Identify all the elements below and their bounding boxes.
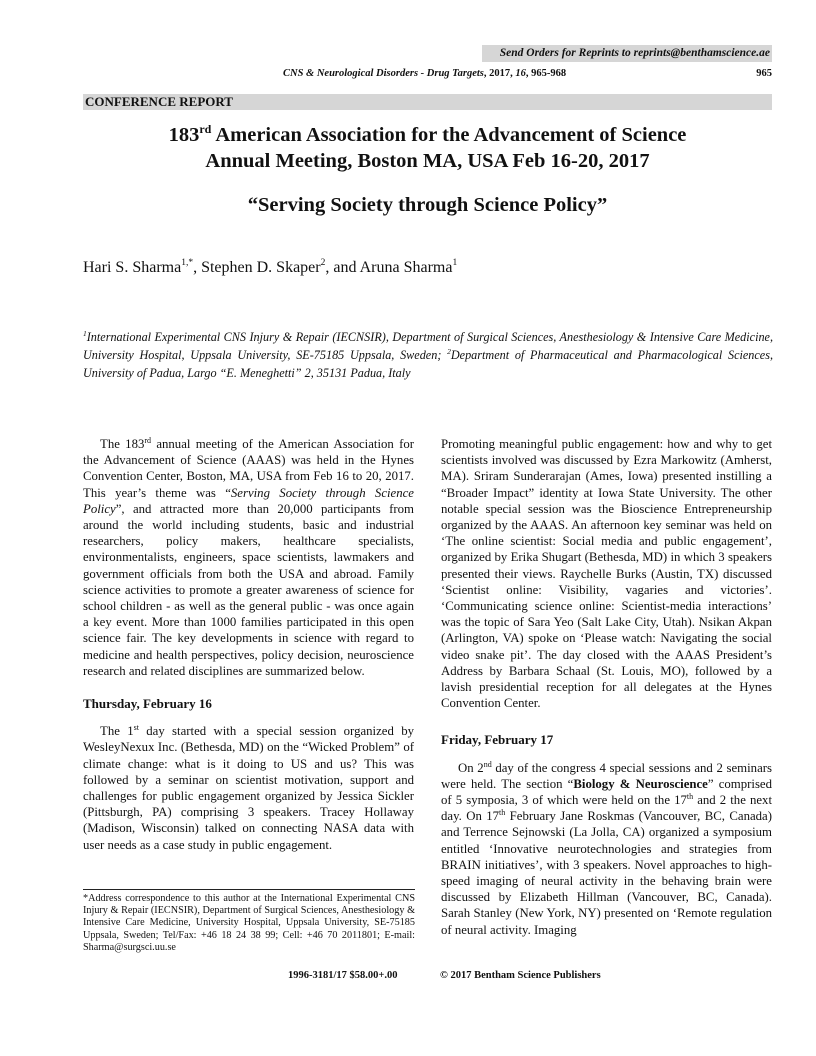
page-footer xyxy=(83,969,772,983)
affiliation-mark: 1 xyxy=(83,329,87,338)
title-ordinal: rd xyxy=(199,122,212,136)
page-number: 965 xyxy=(756,68,772,79)
text-run: and 2 the next day. On 17 xyxy=(441,793,772,824)
affiliation-mark: 2 xyxy=(447,347,451,356)
author-separator: , xyxy=(193,259,202,276)
text-run: ”, and attracted more than 20,000 participants from around the world including students, basic and industrial researchers, policy makers, healthcare specialists, environmentalists, engineers, space scientists, lawmakers and government officials from both the USA and abroad. Family science activities to promote a greater awareness of science for school children - as well as the general public - was once again a key event. More than 1000 families participated in this open science fair. The key developments in science with regard to medicine and health perspectives, policy decision, neuroscience research and related disciplines are summarized below. xyxy=(83,501,414,678)
copyright: © 2017 Bentham Science Publishers xyxy=(440,970,601,981)
left-column xyxy=(83,436,414,853)
author-name: Hari S. Sharma xyxy=(83,259,182,276)
continued-paragraph: Promoting meaningful public engagement: how and why to get scientists involved was discussed by Ezra Markowitz (Amherst, MA). Sriram Sunderarajan (Ames, Iowa) presented instilling a “Broader Impact” identity at Iowa State University. The other notable special session was the Bioscience Entrepreneurship organized by the AAAS. An afternoon key seminar was held on ‘The online scientist: Social media and public engagement’, organized by Erika Shugart (Bethesda, MD) in which 3 speakers presented their views. Raychelle Burks (Austin, TX) discussed ‘Scientist online: Visibility, vagaries and victories’. ‘Communicating science online: Scientist-media interactions’ was the topic of Sara Yeo (Salt Lake City, Utah). Nsikan Akpan (Arlington, VA) spoke on ‘Please watch: Navigating the social video snake pit’. The day closed with the AAAS President’s Address by Barbara Schaal (St. Louis, MO), followed by a lavish presidential reception for all delegates at the Hynes Convention Center. xyxy=(441,437,772,711)
thursday-paragraph xyxy=(83,723,414,853)
intro-paragraph xyxy=(83,436,414,679)
paper-subtitle: “Serving Society through Science Policy” xyxy=(247,194,608,216)
journal-name: CNS & Neurological Disorders - Drug Targets xyxy=(283,68,484,79)
text-run: annual meeting of the American Association for the Advancement of Science (AAAS) was held in the Hynes Convention Center, Boston, MA, USA from Feb 16 to 20, 2017. This year’s theme was “ xyxy=(83,437,414,500)
journal-pages: 965-968 xyxy=(531,68,567,79)
journal-volume: 16 xyxy=(515,68,526,79)
author-affiliation-mark: 2 xyxy=(320,258,326,268)
title-line1: American Association for the Advancement of Science xyxy=(211,124,687,146)
affiliation-1: International Experimental CNS Injury & Repair (IECNSIR), Department of Surgical Sciences, Anesthesiology & Intensive Care Medicine, University Hospital, Uppsala University, SE-75185 Uppsala, Sweden; xyxy=(83,330,773,362)
text-run: day started with a special session organized by WesleyNexux Inc. (Bethesda, MD) on the “Wicked Problem” of climate change: what is it doing to US and us? This was followed by a seminar on scientist motivation, support and challenges for public engagement organized by Jessica Sickler (Pittsburgh, PA) comprising 3 speakers. Tracey Hollaway (Madison, Wisconsin) talked on connecting NASA data with user needs as a case study in public engagement. xyxy=(83,724,414,852)
journal-year: 2017 xyxy=(489,68,511,79)
footnote-divider xyxy=(83,889,415,890)
theme-italic: Serving Society through Science Policy xyxy=(83,485,414,516)
journal-citation-line xyxy=(83,67,772,81)
section-label-banner xyxy=(83,94,772,110)
right-column xyxy=(441,436,772,938)
author-name: Stephen D. Skaper xyxy=(201,259,321,276)
correspondence-footnote: *Address correspondence to this author at the International Experimental CNS Injury & Repair (IECNSIR), Department of Surgical Sciences, Anesthesiology & Intensive Care Medicine, University Hospital, Uppsala University, SE-75185 Uppsala, Sweden; Tel/Fax: +46 18 24 38 99; Cell: +46 70 2011801; E-mail: Sharma@surgsci.uu.se xyxy=(83,893,415,953)
reprint-notice: Send Orders for Reprints to reprints@benthamscience.ae xyxy=(499,47,770,59)
text-run: February Jane Roskmas (Vancouver, BC, Canada) and Terrence Sejnowski (La Jolla, CA) organized a symposium entitled ‘Innovative neurotechnologies and strategies from BRAIN initiatives’, with 3 speakers. Novel approaches to high-speed imaging of neural activity in the behaving brain were discussed by Elizabeth Hillman (Vancouver, BC, Canada). Sarah Stanley (New York, NY) presented on ‘Remote regulation of neural activity. Imaging xyxy=(441,809,772,937)
text-run: On 2 xyxy=(458,760,484,775)
friday-paragraph xyxy=(441,760,772,938)
journal-citation: CNS & Neurological Disorders - Drug Targets, 2017, 16, 965-968 xyxy=(283,68,567,79)
affiliation-2: Department of Pharmaceutical and Pharmacological Sciences, University of Padua, Largo “E. Meneghetti” 2, 35131 Padua, Italy xyxy=(83,348,773,380)
text-run: The 1 xyxy=(100,724,134,739)
section-heading-friday: Friday, February 17 xyxy=(441,732,554,748)
author-list xyxy=(83,258,772,278)
section-heading-thursday: Thursday, February 16 xyxy=(83,696,212,712)
text-run: ” comprised of 5 symposia, 3 of which were held on the 17 xyxy=(441,776,773,808)
title-line2: Annual Meeting, Boston MA, USA Feb 16-20, 2017 xyxy=(205,150,650,172)
author-name: Aruna Sharma xyxy=(359,259,453,276)
bold-term: Biology & Neuroscience xyxy=(573,776,708,791)
affiliations xyxy=(83,328,773,382)
ordinal-sup: st xyxy=(133,723,139,733)
author-affiliation-mark: 1 xyxy=(452,258,458,268)
reprint-notice-banner xyxy=(482,45,772,62)
title-number: 183 xyxy=(168,124,200,146)
text-run: day of the congress 4 special sessions and 2 seminars were held. The section “ xyxy=(441,760,772,791)
section-label: CONFERENCE REPORT xyxy=(85,94,233,109)
author-affiliation-mark: 1,* xyxy=(181,258,194,268)
ordinal-sup: nd xyxy=(483,759,492,769)
ordinal-sup: rd xyxy=(144,436,152,445)
text-run: The 183 xyxy=(100,437,145,451)
author-separator: , and xyxy=(325,259,360,276)
paper-title xyxy=(83,122,772,174)
ordinal-sup: th xyxy=(686,792,694,802)
ordinal-sup: th xyxy=(499,808,506,818)
issn-price: 1996-3181/17 $58.00+.00 xyxy=(288,970,398,981)
